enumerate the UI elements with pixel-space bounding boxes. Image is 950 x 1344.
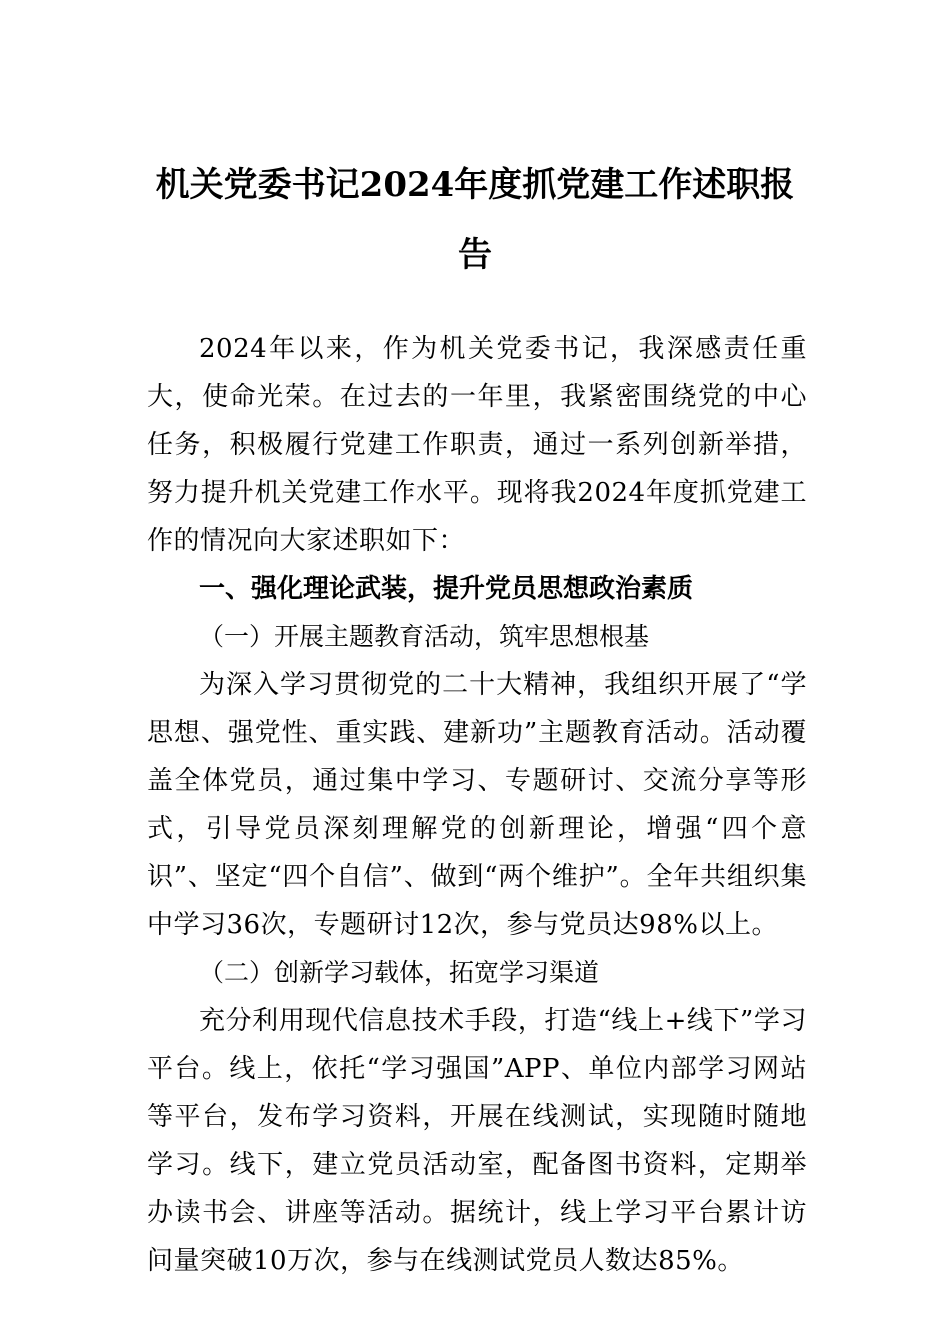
document-body <box>147 325 807 1285</box>
subsection-1-paragraph: 为深入学习贯彻党的二十大精神，我组织开展了“学思想、强党性、重实践、建新功”主题教育活动。活动覆盖全体党员，通过集中学习、专题研讨、交流分享等形式，引导党员深刻理解党的创新理论，增强“四个意识”、坚定“四个自信”、做到“两个维护”。全年共组织集中学习36次，专题研讨12次，参与党员达98%以上。 <box>147 670 807 940</box>
subsection-2-paragraph: 充分利用现代信息技术手段，打造“线上+线下”学习平台。线上，依托“学习强国”APP、单位内部学习网站等平台，发布学习资料，开展在线测试，实现随时随地学习。线下，建立党员活动室，配备图书资料，定期举办读书会、讲座等活动。据统计，线上学习平台累计访问量突破10万次，参与在线测试党员人数达85%。 <box>147 1006 807 1276</box>
subsection-2-heading: （二）创新学习载体，拓宽学习渠道 <box>199 958 600 987</box>
subsection-1-heading: （一）开展主题教育活动，筑牢思想根基 <box>199 622 650 651</box>
intro-paragraph: 2024年以来，作为机关党委书记，我深感责任重大，使命光荣。在过去的一年里，我紧密围绕党的中心任务，积极履行党建工作职责，通过一系列创新举措，努力提升机关党建工作水平。现将我2024年度抓党建工作的情况向大家述职如下： <box>147 334 807 556</box>
document-title: 机关党委书记2024年度抓党建工作述职报告 <box>155 165 795 275</box>
section-1-heading: 一、强化理论武装，提升党员思想政治素质 <box>199 574 694 604</box>
